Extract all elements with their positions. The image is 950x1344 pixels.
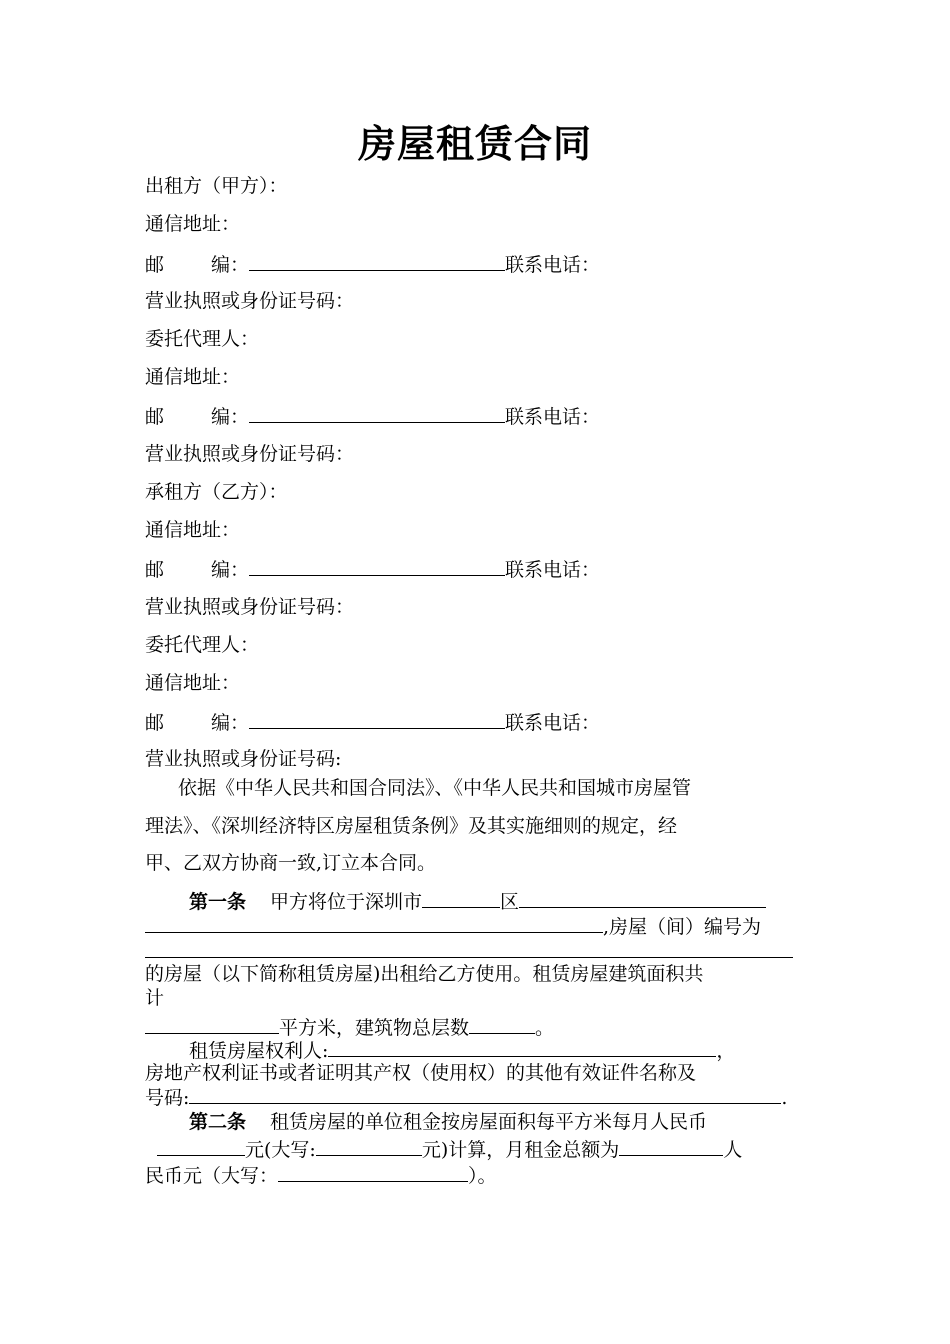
article1-text: 区 [500,891,520,913]
article1-text: 甲方将位于深圳市 [270,891,423,913]
owner-blank[interactable] [328,1035,716,1057]
monthly-rent-words-blank[interactable] [278,1160,468,1182]
preamble-line-3: 甲、乙双方协商一致,订立本合同。 [145,852,437,874]
unit-rent-words-blank[interactable] [316,1134,422,1156]
article2-text: 租赁房屋的单位租金按房屋面积每平方米每月人民币 [270,1111,708,1133]
address-blank[interactable] [519,886,766,908]
article2-text: 元)计算，月租金总额为 [421,1139,620,1161]
postcode-blank[interactable] [249,401,505,423]
document-title: 房屋租赁合同 [357,121,592,166]
article2-line-3 [145,1160,497,1190]
article1-text: 号码: [145,1087,190,1109]
article2-text: 民币元（大写： [145,1165,279,1187]
postcode-label-b: 编： [211,712,250,734]
lessor-license: 营业执照或身份证号码： [145,290,355,312]
postcode-label-a: 邮 [145,406,165,428]
phone-label: 联系电话： [505,559,601,581]
unit-rent-blank[interactable] [157,1134,245,1156]
postcode-label-b: 编： [211,406,250,428]
lessor-label: 出租方（甲方）： [145,175,288,197]
postcode-blank[interactable] [249,707,505,729]
article2-heading: 第二条 [189,1111,247,1133]
lessee-license: 营业执照或身份证号码： [145,596,355,618]
monthly-rent-blank[interactable] [619,1134,723,1156]
district-blank[interactable] [422,886,500,908]
lessee-agent-license: 营业执照或身份证号码: [145,748,342,770]
certificate-blank[interactable] [189,1082,781,1104]
article1-line-4: 的房屋（以下简称租赁房屋)出租给乙方使用。租赁房屋建筑面积共 [145,963,704,985]
preamble-line-2: 理法》、《深圳经济特区房屋租赁条例》及其实施细则的规定，经 [145,815,678,837]
article2-text: 人 [723,1139,743,1161]
postcode-label-a: 邮 [145,559,165,581]
postcode-label-a: 邮 [145,712,165,734]
lessor-postcode-row [145,249,600,279]
article1-text: 。 [535,1017,555,1039]
lessor-agent-address: 通信地址： [145,366,241,388]
lessee-postcode-row [145,554,600,584]
postcode-label-b: 编： [211,559,250,581]
phone-label: 联系电话： [505,406,601,428]
lessor-agent-postcode-row [145,401,600,431]
postcode-label-a: 邮 [145,254,165,276]
article2-line-1 [189,1108,707,1136]
lessee-address: 通信地址： [145,519,241,541]
article1-text: 平方米，建筑物总层数 [279,1017,470,1039]
floors-blank[interactable] [469,1012,535,1034]
postcode-blank[interactable] [249,554,505,576]
article1-text: . [781,1087,788,1109]
article1-text: 租赁房屋权利人: [189,1040,329,1062]
phone-label: 联系电话： [505,254,601,276]
article2-text: 元(大写: [245,1139,316,1161]
lessor-agent-label: 委托代理人： [145,328,260,350]
room-number-blank[interactable] [145,936,793,958]
area-blank[interactable] [145,1012,279,1034]
article1-line-8: 房地产权利证书或者证明其产权（使用权）的其他有效证件名称及 [145,1062,697,1084]
article1-text: ,房屋（间）编号为 [603,916,762,938]
lessee-agent-label: 委托代理人： [145,634,260,656]
article2-text: ）。 [468,1165,497,1187]
preamble-line-1: 依据《中华人民共和国合同法》、《中华人民共和国城市房屋管 [178,777,692,799]
article1-line-5: 计 [145,987,165,1009]
postcode-label-b: 编： [211,254,250,276]
lessee-agent-postcode-row [145,707,600,737]
article1-heading: 第一条 [189,891,247,913]
lessee-label: 承租方（乙方）： [145,481,288,503]
address-blank-2[interactable] [145,911,603,933]
postcode-blank[interactable] [249,249,505,271]
lessor-agent-license: 营业执照或身份证号码： [145,443,355,465]
phone-label: 联系电话： [505,712,601,734]
article1-text: ， [716,1040,736,1062]
lessor-address: 通信地址： [145,213,241,235]
lessee-agent-address: 通信地址： [145,672,241,694]
